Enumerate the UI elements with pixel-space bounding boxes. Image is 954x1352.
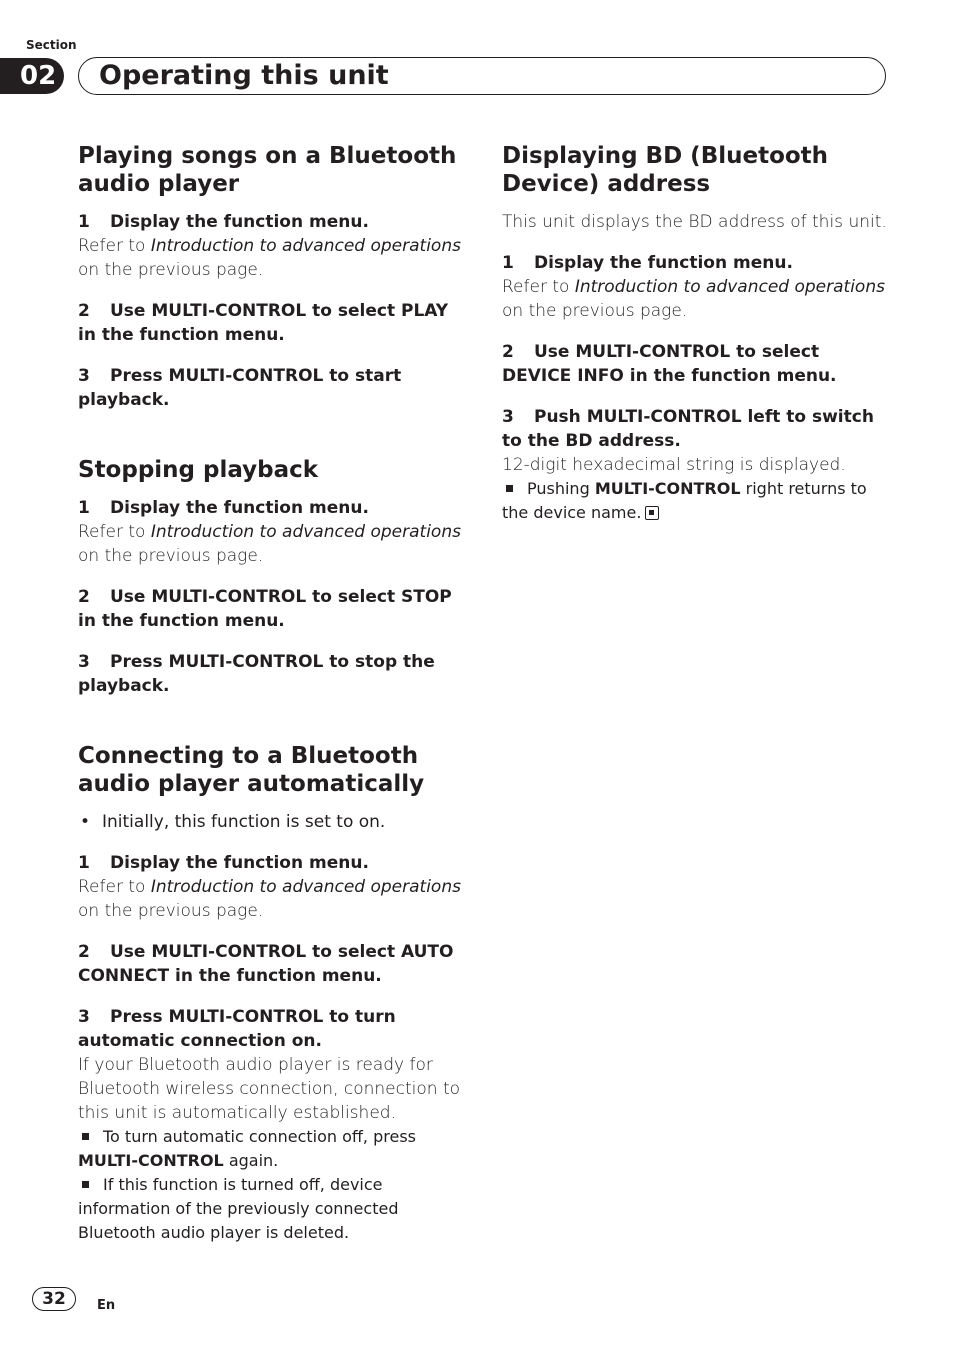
body-text: Refer to <box>78 236 151 256</box>
body-text: on the previous page. <box>502 301 688 321</box>
step-number: 1 <box>502 253 514 273</box>
heading-playing: Playing songs on a Bluetooth audio player <box>78 143 457 197</box>
reference-title: Introduction to advanced operations <box>150 877 461 897</box>
left-column <box>78 142 462 1289</box>
step-body <box>78 520 462 568</box>
note-item <box>502 477 892 525</box>
note-text: To turn automatic connection off, press <box>103 1127 416 1146</box>
body-text: on the previous page. <box>78 260 264 280</box>
step-text: Use MULTI-CONTROL to select PLAY in the function menu. <box>78 301 449 345</box>
bullet-item <box>78 810 462 834</box>
step-text: Press MULTI-CONTROL to start playback. <box>78 366 402 410</box>
step-number: 3 <box>78 366 90 386</box>
section-connecting <box>78 742 462 1245</box>
step-body: 12-digit hexadecimal string is displayed. <box>502 455 846 475</box>
step-body: If your Bluetooth audio player is ready for Bluetooth wireless connection, connection to this unit is automatically established. <box>78 1055 461 1123</box>
step-text: Use MULTI-CONTROL to select STOP in the function menu. <box>78 587 452 631</box>
section-stopping <box>78 456 462 698</box>
step-text: Use MULTI-CONTROL to select AUTO CONNECT in the function menu. <box>78 942 454 986</box>
step-number: 1 <box>78 498 90 518</box>
section-label: Section <box>26 38 77 52</box>
body-text: Refer to <box>78 522 151 542</box>
bullet-text: Initially, this function is set to on. <box>102 812 386 832</box>
step-2 <box>502 340 892 388</box>
language-label: En <box>97 1298 116 1313</box>
step-text: Display the function menu. <box>534 253 793 273</box>
reference-title: Introduction to advanced operations <box>150 236 461 256</box>
step-1 <box>78 210 462 234</box>
step-number: 2 <box>78 942 90 962</box>
step-2 <box>78 940 462 988</box>
step-body <box>78 875 462 923</box>
section-bd-address <box>502 142 892 525</box>
note-text: again. <box>223 1151 279 1170</box>
step-2 <box>78 299 462 347</box>
note-item <box>78 1173 462 1245</box>
section-number-tab: 02 <box>0 58 64 94</box>
step-text: Display the function menu. <box>110 212 369 232</box>
step-2 <box>78 585 462 633</box>
end-mark-icon <box>645 506 659 520</box>
note-square-icon <box>82 1133 89 1140</box>
step-text: Press MULTI-CONTROL to stop the playback. <box>78 652 435 696</box>
title-box <box>78 57 886 95</box>
right-column <box>502 142 892 569</box>
note-square-icon <box>82 1181 89 1188</box>
step-3 <box>78 1005 462 1053</box>
step-text: Use MULTI-CONTROL to select DEVICE INFO in the function menu. <box>502 342 837 386</box>
reference-title: Introduction to advanced operations <box>574 277 885 297</box>
note-text: Pushing <box>527 479 595 498</box>
body-text: on the previous page. <box>78 901 264 921</box>
step-text: Display the function menu. <box>110 853 369 873</box>
step-number: 1 <box>78 212 90 232</box>
step-body <box>502 275 892 323</box>
intro-text: This unit displays the BD address of this unit. <box>502 212 887 232</box>
step-number: 1 <box>78 853 90 873</box>
step-number: 3 <box>78 652 90 672</box>
bullet-icon: • <box>80 812 91 832</box>
step-number: 2 <box>78 301 90 321</box>
note-text: right returns to the device name. <box>502 479 867 522</box>
body-text: on the previous page. <box>78 546 264 566</box>
step-number: 3 <box>78 1007 90 1027</box>
step-3 <box>78 364 462 412</box>
section-playing <box>78 142 462 412</box>
note-text: If this function is turned off, device information of the previously connected Bluetooth audio player is deleted. <box>78 1175 399 1242</box>
page-number: 32 <box>32 1287 76 1311</box>
step-number: 2 <box>502 342 514 362</box>
heading-connecting: Connecting to a Bluetooth audio player automatically <box>78 743 425 797</box>
control-name: MULTI-CONTROL <box>78 1151 224 1170</box>
step-3 <box>502 405 892 453</box>
step-text: Push MULTI-CONTROL left to switch to the BD address. <box>502 407 874 451</box>
control-name: MULTI-CONTROL <box>594 479 741 498</box>
step-number: 2 <box>78 587 90 607</box>
page-title: Operating this unit <box>99 60 389 91</box>
body-text: Refer to <box>502 277 575 297</box>
step-1 <box>502 251 892 275</box>
step-3 <box>78 650 462 698</box>
body-text: Refer to <box>78 877 151 897</box>
note-item <box>78 1125 462 1173</box>
step-1 <box>78 851 462 875</box>
step-body <box>78 234 462 282</box>
heading-stopping: Stopping playback <box>78 457 319 483</box>
step-text: Display the function menu. <box>110 498 369 518</box>
step-text: Press MULTI-CONTROL to turn automatic connection on. <box>78 1007 396 1051</box>
step-1 <box>78 496 462 520</box>
heading-bd-address: Displaying BD (Bluetooth Device) address <box>502 143 829 197</box>
note-square-icon <box>506 485 513 492</box>
reference-title: Introduction to advanced operations <box>150 522 461 542</box>
step-number: 3 <box>502 407 514 427</box>
